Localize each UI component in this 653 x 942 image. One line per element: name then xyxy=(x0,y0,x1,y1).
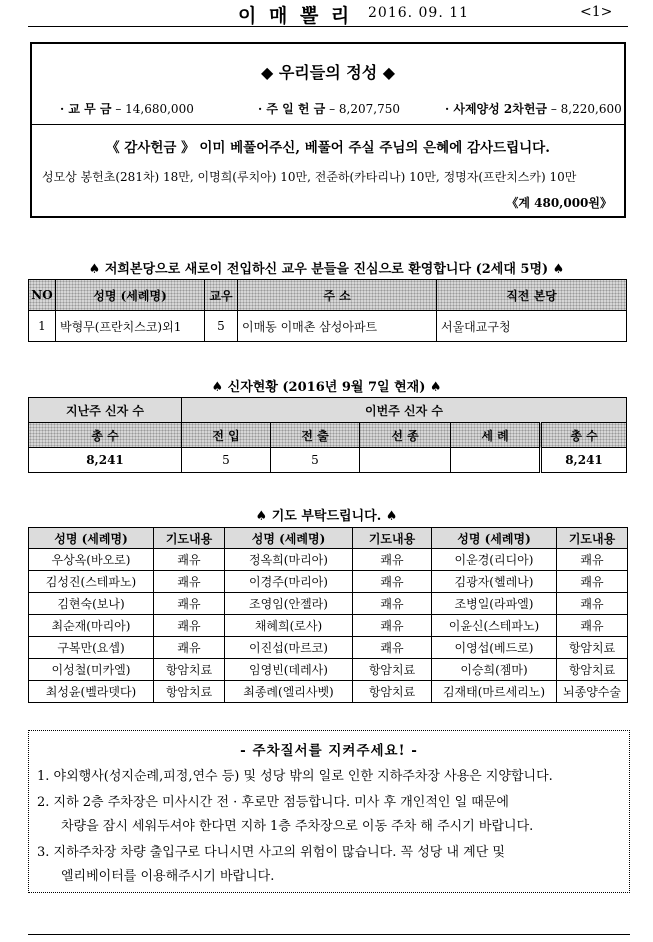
column-header: 주 소 xyxy=(238,280,437,311)
parking-rule: 1. 야외행사(성지순례,피정,연수 등) 및 성당 밖의 일로 인한 지하주차장 사용은 지양합니다. xyxy=(37,769,553,784)
parking-rule: 3. 지하주차장 차량 출입구로 다니시면 사고의 위험이 많습니다. 꼭 성당 내 계단 및 xyxy=(37,845,505,860)
table-cell xyxy=(360,448,451,473)
donation-total: 《계 480,000원》 xyxy=(506,196,612,210)
table-row xyxy=(29,637,628,659)
column-header: NO xyxy=(29,280,56,311)
thanks-heading: 《 감사헌금 》 이미 베풀어주신, 베풀어 주실 주님의 은혜에 감사드립니다. xyxy=(106,140,550,156)
believers-table xyxy=(28,397,627,473)
table-cell: 쾌유 xyxy=(353,549,432,571)
table-cell: 쾌유 xyxy=(154,637,225,659)
offering-label: · 교 무 금 xyxy=(60,102,112,116)
table-cell: 쾌유 xyxy=(557,571,628,593)
table-cell: 쾌유 xyxy=(353,637,432,659)
table-row xyxy=(29,615,628,637)
column-header: 전 출 xyxy=(271,423,360,448)
parking-title: - 주차질서를 지켜주세요! - xyxy=(240,743,418,759)
page-number: <1> xyxy=(580,4,613,20)
table-cell: 항암치료 xyxy=(154,659,225,681)
table-cell: 최종례(엘리사벳) xyxy=(225,681,353,703)
table-cell: 쾌유 xyxy=(557,615,628,637)
table-row xyxy=(29,448,627,473)
prayer-title: ♠ 기도 부탁드립니다. ♠ xyxy=(255,509,398,524)
offering-title: ◆ 우리들의 정성 ◆ xyxy=(260,63,396,82)
table-cell: 항암치료 xyxy=(353,681,432,703)
column-header: 전 입 xyxy=(182,423,271,448)
table-row xyxy=(29,311,627,342)
offering-item xyxy=(445,100,622,117)
column-header: 성명 (세례명) xyxy=(29,528,154,549)
newcomers-title: ♠ 저희본당으로 새로이 전입하신 교우 분들을 진심으로 환영합니다 (2세대 5명) ♠ xyxy=(88,262,565,277)
bulletin-date: 2016. 09. 11 xyxy=(368,5,470,21)
column-header: 성명 (세례명) xyxy=(225,528,353,549)
believers-title: ♠ 신자현황 (2016년 9월 7일 현재) ♠ xyxy=(211,380,442,395)
offering-divider xyxy=(32,124,624,125)
offering-label: · 주 일 헌 금 xyxy=(258,102,326,116)
table-row xyxy=(29,593,628,615)
column-header: 총 수 xyxy=(29,423,182,448)
table-cell: 쾌유 xyxy=(154,571,225,593)
table-cell: 항암치료 xyxy=(557,659,628,681)
table-cell: 이영섭(베드로) xyxy=(432,637,557,659)
table-cell: 박형무(프란치스코)외1 xyxy=(56,311,205,342)
table-cell: 쾌유 xyxy=(154,593,225,615)
table-cell: 최성윤(벨라뎃다) xyxy=(29,681,154,703)
table-cell: 이승희(젬마) xyxy=(432,659,557,681)
table-cell: 뇌종양수술 xyxy=(557,681,628,703)
column-header: 직전 본당 xyxy=(437,280,627,311)
donor-list: 성모상 봉헌초(281차) 18만, 이명희(루치아) 10만, 전준하(카타리나) 10만, 정명자(프란치스카) 10만 xyxy=(42,170,577,184)
table-cell: 임영빈(데레사) xyxy=(225,659,353,681)
table-header-row xyxy=(29,280,627,311)
column-header: 세 례 xyxy=(451,423,541,448)
table-cell xyxy=(451,448,541,473)
column-header: 성명 (세례명) xyxy=(432,528,557,549)
table-cell: 채혜희(로사) xyxy=(225,615,353,637)
table-cell: 1 xyxy=(29,311,56,342)
offering-value: – 8,207,750 xyxy=(325,102,400,116)
column-header: 총 수 xyxy=(541,423,627,448)
table-cell: 김광자(헬레나) xyxy=(432,571,557,593)
offering-box xyxy=(30,42,626,218)
table-cell: 이진섭(마르코) xyxy=(225,637,353,659)
table-cell: 쾌유 xyxy=(154,615,225,637)
table-cell: 쾌유 xyxy=(353,571,432,593)
column-header: 지난주 신자 수 xyxy=(29,398,182,423)
offering-value: – 8,220,600 xyxy=(547,102,622,116)
table-cell: 이운경(리디아) xyxy=(432,549,557,571)
table-subheader-row xyxy=(29,423,627,448)
offering-item xyxy=(258,100,400,117)
offering-label: · 사제양성 2차헌금 xyxy=(445,102,548,116)
column-header: 기도내용 xyxy=(557,528,628,549)
table-cell: 이매동 이매촌 삼성아파트 xyxy=(238,311,437,342)
table-cell: 5 xyxy=(182,448,271,473)
table-cell: 구복만(요셉) xyxy=(29,637,154,659)
parking-notice xyxy=(28,730,630,893)
table-cell: 이윤신(스테파노) xyxy=(432,615,557,637)
parking-rule-continued: 차량을 잠시 세워두셔야 한다면 지하 1층 주차장으로 이동 주차 해 주시기 바랍니다. xyxy=(61,819,534,834)
table-row xyxy=(29,571,628,593)
table-cell: 정옥희(마리아) xyxy=(225,549,353,571)
table-cell: 쾌유 xyxy=(154,549,225,571)
parking-rule-continued: 엘리베이터를 이용해주시기 바랍니다. xyxy=(61,869,275,884)
column-header: 성명 (세례명) xyxy=(56,280,205,311)
table-cell: 조영임(안젤라) xyxy=(225,593,353,615)
table-cell: 김현숙(보나) xyxy=(29,593,154,615)
bulletin-header xyxy=(28,0,628,27)
parking-rule: 2. 지하 2층 주차장은 미사시간 전 · 후로만 점등합니다. 미사 후 개인적인 일 때문에 xyxy=(37,795,509,810)
table-cell: 이성철(미카엘) xyxy=(29,659,154,681)
footer-rule xyxy=(28,934,630,935)
column-header: 이번주 신자 수 xyxy=(182,398,627,423)
table-cell: 항암치료 xyxy=(557,637,628,659)
parish-name: 이 매 뽈 리 xyxy=(238,5,353,27)
prayer-table xyxy=(28,527,628,703)
table-cell: 쾌유 xyxy=(353,593,432,615)
table-header-row xyxy=(29,398,627,423)
offering-item xyxy=(60,100,194,117)
table-cell: 5 xyxy=(205,311,238,342)
table-cell: 쾌유 xyxy=(557,593,628,615)
table-cell: 김성진(스테파노) xyxy=(29,571,154,593)
column-header: 기도내용 xyxy=(154,528,225,549)
table-cell: 쾌유 xyxy=(353,615,432,637)
table-cell: 항암치료 xyxy=(353,659,432,681)
table-header-row xyxy=(29,528,628,549)
table-row xyxy=(29,681,628,703)
column-header: 기도내용 xyxy=(353,528,432,549)
table-row xyxy=(29,659,628,681)
table-cell: 5 xyxy=(271,448,360,473)
table-cell: 쾌유 xyxy=(557,549,628,571)
table-cell: 서울대교구청 xyxy=(437,311,627,342)
table-cell: 우상옥(바오로) xyxy=(29,549,154,571)
table-cell: 8,241 xyxy=(541,448,627,473)
table-cell: 8,241 xyxy=(29,448,182,473)
table-cell: 조병일(라파엘) xyxy=(432,593,557,615)
column-header: 교우 xyxy=(205,280,238,311)
column-header: 선 종 xyxy=(360,423,451,448)
newcomers-table xyxy=(28,279,627,342)
offering-value: – 14,680,000 xyxy=(111,102,194,116)
table-cell: 이경주(마리아) xyxy=(225,571,353,593)
table-cell: 김재태(마르세리노) xyxy=(432,681,557,703)
table-cell: 항암치료 xyxy=(154,681,225,703)
table-row xyxy=(29,549,628,571)
table-cell: 최순재(마리아) xyxy=(29,615,154,637)
